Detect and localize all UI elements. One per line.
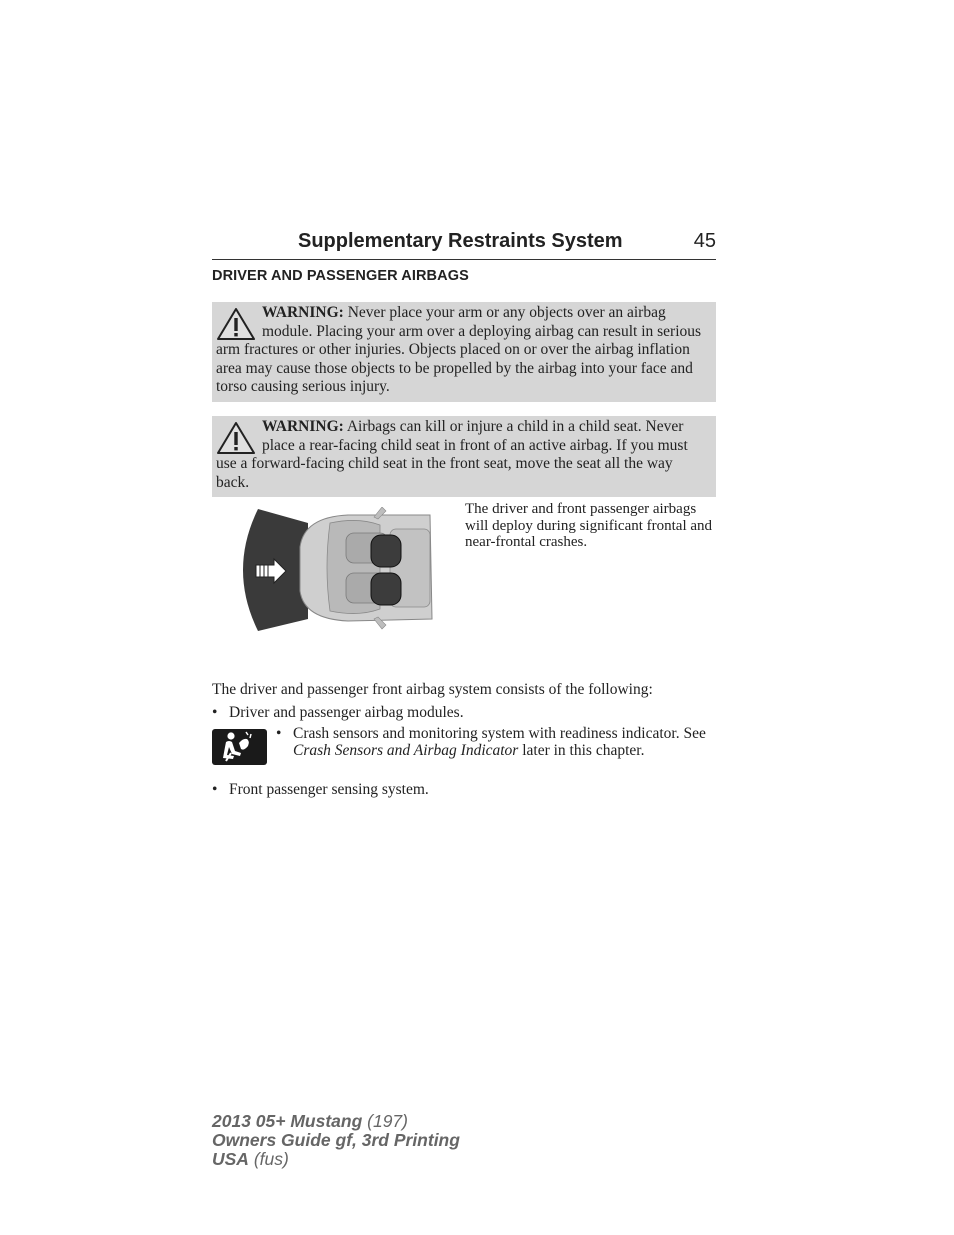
warning-text: Airbags can kill or injure a child in a child seat. Never place a rear-facing child seat in front of an active airbag. If you must use a forward-facing child seat in the front seat, move the seat all the way back. xyxy=(216,418,688,491)
warning-triangle-icon xyxy=(216,307,256,341)
airbag-deployment-illustration xyxy=(238,507,434,633)
page-header xyxy=(212,229,716,260)
page-number: 45 xyxy=(693,230,716,252)
list-item xyxy=(276,725,717,760)
footer-market: USA xyxy=(212,1149,249,1169)
intro-paragraph: The driver and passenger front airbag system consists of the following: xyxy=(212,681,653,698)
warning-triangle-icon xyxy=(216,421,256,455)
cross-reference: Crash Sensors and Airbag Indicator xyxy=(293,741,519,759)
passenger-airbag xyxy=(371,573,401,605)
list-item-text: Crash sensors and monitoring system with readiness indicator. See xyxy=(293,725,706,742)
driver-airbag xyxy=(371,535,401,567)
warning-label: WARNING: xyxy=(262,304,344,321)
warning-label: WARNING: xyxy=(262,418,344,435)
list-item xyxy=(212,704,669,723)
bullet-symbol: • xyxy=(212,781,218,798)
section-heading: DRIVER AND PASSENGER AIRBAGS xyxy=(212,268,469,284)
warning-box-1 xyxy=(212,302,716,402)
bullet-symbol: • xyxy=(212,704,218,721)
airbag-warning-icon xyxy=(212,729,267,765)
warning-text: Never place your arm or any objects over an airbag module. Placing your arm over a deploying airbag can result in serious arm fractures or other injuries. Objects placed on or over the airbag inflation area may cause those objects to be propelled by the airbag into your face and torso causing serious injury. xyxy=(216,304,702,396)
warning-box-2 xyxy=(212,416,716,497)
list-item-text: later in this chapter. xyxy=(518,741,645,759)
footer-model-code: (197) xyxy=(362,1111,408,1131)
bullet-symbol: • xyxy=(276,725,282,742)
page-footer xyxy=(212,1112,460,1169)
list-item-text: Driver and passenger airbag modules. xyxy=(229,704,464,721)
footer-market-code: (fus) xyxy=(248,1149,289,1169)
chapter-title: Supplementary Restraints System xyxy=(298,230,623,252)
footer-model: 2013 05+ Mustang xyxy=(212,1111,363,1131)
list-item-text: Front passenger sensing system. xyxy=(229,781,429,798)
figure-caption: The driver and front passenger airbags will deploy during significant frontal and near-frontal crashes. xyxy=(465,501,713,551)
list-item xyxy=(212,781,669,800)
footer-edition: Owners Guide gf, 3rd Printing xyxy=(212,1130,460,1150)
